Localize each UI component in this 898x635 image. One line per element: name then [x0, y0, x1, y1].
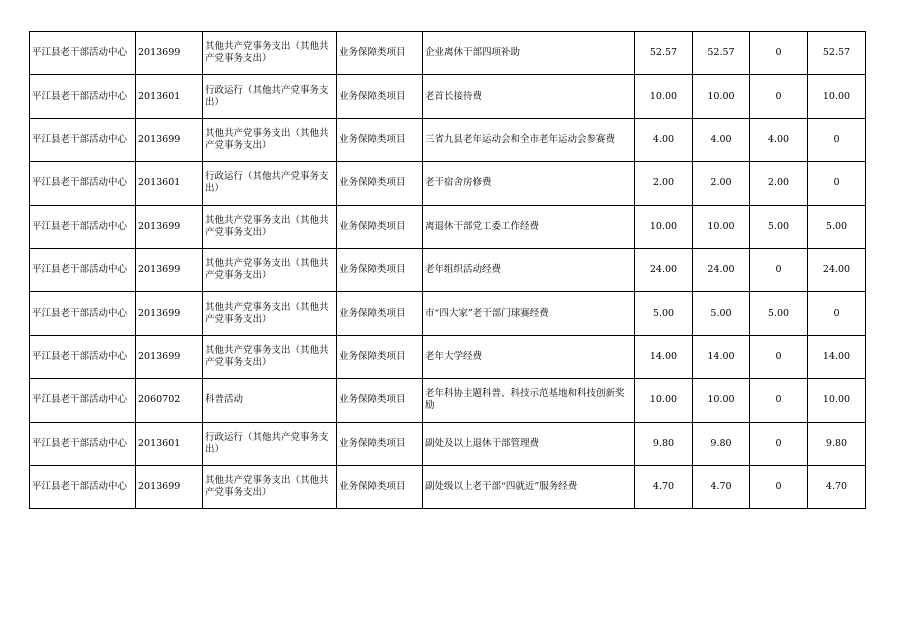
project-type-cell: 业务保障类项目	[337, 422, 423, 465]
amount-cell-3: 4.00	[750, 118, 808, 161]
project-name-cell: 市“四大家”老干部门球赛经费	[423, 292, 635, 335]
project-name-cell: 老干宿舍房修费	[423, 162, 635, 205]
amount-total-cell: 4.70	[635, 465, 693, 508]
project-type-cell: 业务保障类项目	[337, 248, 423, 291]
amount-cell-4: 24.00	[808, 248, 866, 291]
unit-name-cell: 平江县老干部活动中心	[30, 422, 136, 465]
project-type-cell: 业务保障类项目	[337, 465, 423, 508]
amount-cell-4: 0	[808, 118, 866, 161]
amount-cell-4: 10.00	[808, 75, 866, 118]
amount-total-cell: 52.57	[635, 32, 693, 75]
amount-total-cell: 10.00	[635, 379, 693, 422]
amount-cell-3: 0	[750, 465, 808, 508]
amount-cell-3: 0	[750, 32, 808, 75]
table-row	[30, 292, 866, 335]
amount-cell-4: 0	[808, 292, 866, 335]
unit-name-cell: 平江县老干部活动中心	[30, 379, 136, 422]
table-row	[30, 379, 866, 422]
function-code-cell: 2060702	[136, 379, 203, 422]
amount-cell-2: 9.80	[693, 422, 750, 465]
function-category-cell: 其他共产党事务支出（其他共产党事务支出）	[203, 292, 337, 335]
amount-cell-4: 9.80	[808, 422, 866, 465]
amount-cell-4: 0	[808, 162, 866, 205]
amount-cell-4: 14.00	[808, 335, 866, 378]
table-row	[30, 75, 866, 118]
project-type-cell: 业务保障类项目	[337, 32, 423, 75]
amount-cell-4: 5.00	[808, 205, 866, 248]
amount-cell-4: 52.57	[808, 32, 866, 75]
project-type-cell: 业务保障类项目	[337, 162, 423, 205]
amount-cell-2: 2.00	[693, 162, 750, 205]
project-name-cell: 老年科协主题科普、科技示范基地和科技创新奖励	[423, 379, 635, 422]
function-category-cell: 其他共产党事务支出（其他共产党事务支出）	[203, 205, 337, 248]
project-type-cell: 业务保障类项目	[337, 205, 423, 248]
project-type-cell: 业务保障类项目	[337, 379, 423, 422]
amount-total-cell: 9.80	[635, 422, 693, 465]
function-code-cell: 2013699	[136, 292, 203, 335]
unit-name-cell: 平江县老干部活动中心	[30, 465, 136, 508]
function-code-cell: 2013699	[136, 205, 203, 248]
amount-cell-3: 5.00	[750, 205, 808, 248]
project-name-cell: 老年组织活动经费	[423, 248, 635, 291]
function-code-cell: 2013699	[136, 118, 203, 161]
function-code-cell: 2013699	[136, 335, 203, 378]
table-row	[30, 205, 866, 248]
amount-cell-3: 0	[750, 248, 808, 291]
amount-cell-3: 0	[750, 379, 808, 422]
amount-cell-2: 4.00	[693, 118, 750, 161]
amount-total-cell: 2.00	[635, 162, 693, 205]
project-name-cell: 离退休干部党工委工作经费	[423, 205, 635, 248]
function-category-cell: 其他共产党事务支出（其他共产党事务支出）	[203, 32, 337, 75]
amount-cell-2: 14.00	[693, 335, 750, 378]
unit-name-cell: 平江县老干部活动中心	[30, 205, 136, 248]
function-code-cell: 2013699	[136, 32, 203, 75]
amount-cell-3: 0	[750, 75, 808, 118]
unit-name-cell: 平江县老干部活动中心	[30, 162, 136, 205]
unit-name-cell: 平江县老干部活动中心	[30, 248, 136, 291]
table-row	[30, 465, 866, 508]
amount-cell-3: 0	[750, 422, 808, 465]
function-category-cell: 行政运行（其他共产党事务支出）	[203, 75, 337, 118]
unit-name-cell: 平江县老干部活动中心	[30, 75, 136, 118]
function-code-cell: 2013601	[136, 162, 203, 205]
project-name-cell: 副处及以上退休干部管理费	[423, 422, 635, 465]
amount-cell-4: 4.70	[808, 465, 866, 508]
project-name-cell: 老年大学经费	[423, 335, 635, 378]
amount-total-cell: 14.00	[635, 335, 693, 378]
table-body	[30, 32, 866, 509]
project-type-cell: 业务保障类项目	[337, 335, 423, 378]
function-category-cell: 科普活动	[203, 379, 337, 422]
project-name-cell: 副处级以上老干部“四就近”服务经费	[423, 465, 635, 508]
amount-cell-2: 10.00	[693, 379, 750, 422]
amount-total-cell: 5.00	[635, 292, 693, 335]
table-row	[30, 32, 866, 75]
unit-name-cell: 平江县老干部活动中心	[30, 118, 136, 161]
table-row	[30, 118, 866, 161]
amount-total-cell: 10.00	[635, 75, 693, 118]
amount-cell-4: 10.00	[808, 379, 866, 422]
project-type-cell: 业务保障类项目	[337, 75, 423, 118]
function-category-cell: 其他共产党事务支出（其他共产党事务支出）	[203, 248, 337, 291]
function-category-cell: 其他共产党事务支出（其他共产党事务支出）	[203, 465, 337, 508]
table-row	[30, 335, 866, 378]
project-type-cell: 业务保障类项目	[337, 292, 423, 335]
function-code-cell: 2013699	[136, 248, 203, 291]
function-category-cell: 其他共产党事务支出（其他共产党事务支出）	[203, 335, 337, 378]
amount-cell-2: 24.00	[693, 248, 750, 291]
amount-total-cell: 24.00	[635, 248, 693, 291]
table-row	[30, 248, 866, 291]
table-row	[30, 422, 866, 465]
unit-name-cell: 平江县老干部活动中心	[30, 292, 136, 335]
function-code-cell: 2013601	[136, 75, 203, 118]
project-name-cell: 三省九县老年运动会和全市老年运动会参赛费	[423, 118, 635, 161]
budget-table	[29, 31, 866, 509]
function-code-cell: 2013601	[136, 422, 203, 465]
amount-cell-3: 5.00	[750, 292, 808, 335]
amount-cell-2: 4.70	[693, 465, 750, 508]
function-category-cell: 其他共产党事务支出（其他共产党事务支出）	[203, 118, 337, 161]
project-name-cell: 老首长接待费	[423, 75, 635, 118]
table-row	[30, 162, 866, 205]
amount-cell-2: 5.00	[693, 292, 750, 335]
amount-total-cell: 10.00	[635, 205, 693, 248]
amount-cell-2: 52.57	[693, 32, 750, 75]
amount-cell-2: 10.00	[693, 205, 750, 248]
project-type-cell: 业务保障类项目	[337, 118, 423, 161]
function-code-cell: 2013699	[136, 465, 203, 508]
amount-cell-3: 0	[750, 335, 808, 378]
amount-cell-3: 2.00	[750, 162, 808, 205]
unit-name-cell: 平江县老干部活动中心	[30, 335, 136, 378]
function-category-cell: 行政运行（其他共产党事务支出）	[203, 162, 337, 205]
amount-cell-2: 10.00	[693, 75, 750, 118]
function-category-cell: 行政运行（其他共产党事务支出）	[203, 422, 337, 465]
project-name-cell: 企业离休干部四项补助	[423, 32, 635, 75]
unit-name-cell: 平江县老干部活动中心	[30, 32, 136, 75]
amount-total-cell: 4.00	[635, 118, 693, 161]
